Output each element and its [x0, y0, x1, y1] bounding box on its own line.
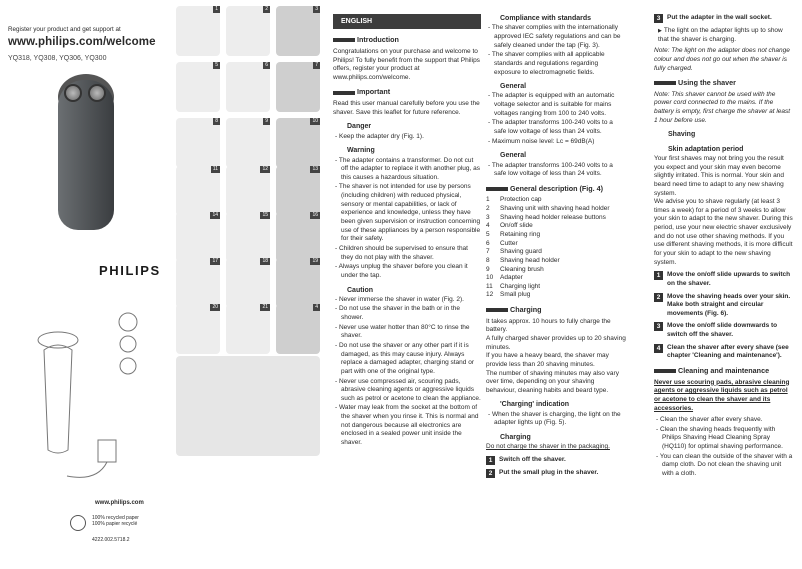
subsection-title: General: [500, 152, 527, 160]
result-text: ▶ The light on the adapter lights up to show that the shaver is charging.: [654, 27, 794, 44]
step-text: Move the shaving heads over your skin. Make both straight and circular movements (Fig. 6).: [667, 292, 791, 317]
fig-label: 10: [312, 118, 318, 124]
step-text: Move the on/off slide downwards to switch off the shaver.: [667, 322, 778, 339]
paragraph: Your first shaves may not bring you the result you expect and your skin may even become slightly irritated. This is normal. Your skin and beard need time to adapt to any new shaving system.: [654, 154, 784, 197]
subsection-title: Skin adaptation period: [668, 145, 744, 153]
item-number: 12: [486, 291, 494, 299]
item-label: Shaving head holder release buttons: [500, 213, 606, 221]
list-item: - Do not use the shaver or any other part if it is damaged, as this may cause injury. Always replace a damaged adapter, charging stand or part with one of the original type.: [333, 342, 481, 377]
section-title: Charging: [486, 305, 626, 315]
footer-url[interactable]: www.philips.com: [95, 500, 144, 506]
list-item: - Clean the shaving heads frequently with Philips Shaving Head Cleaning Spray (HQ110) for optimal shaving performance.: [654, 426, 794, 452]
item-number: 8: [486, 256, 490, 264]
paragraph: It takes approx. 10 hours to fully charge the battery.: [486, 317, 611, 334]
item-label: Shaving unit with shaving head holder: [500, 205, 610, 213]
fig-label: 13: [312, 166, 318, 172]
item-label: Cutter: [500, 239, 518, 247]
list-item: - Never immerse the shaver in water (Fig. 2).: [333, 296, 481, 305]
item-label: Retaining ring: [500, 231, 541, 238]
fig-label: 12: [262, 166, 268, 172]
item-number: 7: [486, 248, 490, 256]
blade-icon: [88, 84, 106, 102]
fig-label: 19: [312, 258, 318, 264]
paragraph: The number of shaving minutes may also vary over time, depending on your shaving behaviour, cleaning habits and beard type.: [486, 369, 619, 394]
item-number: 6: [486, 239, 490, 247]
subsection-title: Shaving: [668, 131, 696, 139]
item-label: Adapter: [500, 274, 523, 282]
list-item: - Maximum noise level: Lc = 69dB(A): [486, 138, 626, 147]
fig-label: 15: [262, 212, 268, 218]
step-number: 1: [486, 456, 495, 465]
fig-label: 14: [212, 212, 218, 218]
list-item: - The adapter contains a transformer. Do not cut off the adapter to replace it with another plug, as this causes a hazardous situation.: [333, 157, 481, 183]
fig-label: 20: [212, 304, 218, 310]
fig-label: 5: [215, 62, 218, 68]
item-number: 5: [486, 231, 490, 238]
list-item: - The adapter transforms 100-240 volts to a safe low voltage of less than 24 volts.: [486, 162, 626, 179]
item-number: 1: [486, 196, 490, 204]
subsection-title: Compliance with standards: [500, 15, 592, 22]
subsection-title: Warning: [347, 147, 375, 155]
item-label: On/off slide: [500, 222, 533, 230]
item-number: 4: [486, 222, 490, 230]
fig-label: 6: [265, 62, 268, 68]
item-number: 11: [486, 282, 493, 290]
step-text: Switch off the shaver.: [499, 455, 566, 463]
step-text: Clean the shaver after every shave (see chapter 'Cleaning and maintenance').: [667, 343, 789, 360]
fig-label: 16: [312, 212, 318, 218]
fig-label: 4: [315, 304, 318, 310]
section-title: Using the shaver: [654, 78, 794, 88]
list-item: - You can clean the outside of the shaver with a damp cloth. Do not clean the shaving unit with a cloth.: [654, 453, 794, 479]
item-label: Shaving head holder: [500, 256, 560, 264]
fig-label: 1: [215, 6, 218, 12]
fig-label: 2: [265, 6, 268, 12]
subsection-title: Charging: [500, 434, 531, 442]
item-number: 2: [486, 205, 490, 213]
fig-label: 8: [215, 118, 218, 124]
fig-label: 7: [315, 62, 318, 68]
list-item: - Keep the adapter dry (Fig. 1).: [333, 133, 481, 142]
list-item: - The shaver is not intended for use by persons (including children) with reduced physical, sensory or mental capabilities, or lack of experience and knowledge, unless they have been given supervision or instruction concerning use of these appliances by a person responsible for their safety.: [333, 183, 481, 243]
paragraph: Congratulations on your purchase and welcome to Philips! To fully benefit from the support that Philips offers, register your product at www.philips.com/welcome.: [333, 47, 480, 81]
subsection-title: Danger: [347, 123, 372, 131]
list-item: - Water may leak from the socket at the bottom of the shaver when you rinse it. This is normal and not dangerous because all electronics are enclosed in a sealed power unit inside the shaver.: [333, 404, 481, 447]
shaver-illustration: [58, 80, 114, 230]
list-item: - Never use water hotter than 80°C to rinse the shaver.: [333, 324, 481, 341]
list-item: - The shaver complies with the internationally approved IEC safety regulations and can be safely cleaned under the tap (Fig. 3).: [486, 24, 626, 50]
parts-diagram: [10, 300, 170, 490]
list-item: - Clean the shaver after every shave.: [654, 416, 794, 425]
recycled-text: 100% recycled paper 100% papier recyclé: [92, 515, 139, 527]
item-label: Cleaning brush: [500, 265, 544, 273]
list-item: - Always unplug the shaver before you clean it under the tap.: [333, 263, 481, 280]
step-number: 3: [654, 322, 663, 331]
welcome-url[interactable]: www.philips.com/welcome: [8, 36, 156, 48]
paragraph: A fully charged shaver provides up to 20 shaving minutes.: [486, 334, 626, 351]
column-1: [333, 14, 481, 449]
section-title: Cleaning and maintenance: [654, 366, 794, 376]
warning-text: Never use scouring pads, abrasive cleaning agents or aggressive liquids such as petrol or acetone to clean the shaver and its accessories.: [654, 378, 790, 412]
item-label: Protection cap: [500, 196, 542, 204]
step-text: Put the small plug in the shaver.: [499, 468, 599, 476]
subsection-title: Caution: [347, 286, 374, 294]
section-title: General description (Fig. 4): [486, 184, 626, 194]
recycle-icon: [70, 515, 86, 531]
item-label: Charging light: [500, 282, 541, 290]
item-number: 10: [486, 274, 494, 282]
column-3: [654, 14, 794, 480]
fig-label: 3: [315, 6, 318, 12]
model-numbers: YQ318, YQ308, YQ306, YQ300: [8, 55, 107, 62]
note-text: Note: This shaver cannot be used with the power cord connected to the mains. If the battery is empty, first charge the shaver at least 1 hour before use.: [654, 90, 791, 124]
doc-code: 4222.002.5718.2: [92, 537, 130, 543]
step-number: 4: [654, 344, 663, 353]
list-item: - The adapter is equipped with an automatic voltage selector and is suitable for mains voltages ranging from 100 to 240 volts.: [486, 92, 626, 118]
paragraph: Read this user manual carefully before you use the shaver. Save this leaflet for future reference.: [333, 100, 480, 116]
list-item: - The shaver complies with all applicable standards and regulations regarding exposure to electromagnetic fields.: [486, 51, 626, 77]
fig-label: 11: [212, 166, 218, 172]
figure-grid: [176, 6, 324, 562]
fig-label: 17: [212, 258, 218, 264]
step-text: Put the adapter in the wall socket.: [667, 14, 772, 21]
item-number: 3: [486, 213, 490, 221]
item-label: Small plug: [500, 291, 531, 299]
column-2: [486, 14, 626, 482]
register-text: Register your product and get support at: [8, 26, 121, 33]
subsection-title: General: [500, 83, 527, 91]
step-number: 1: [654, 271, 663, 280]
step-text: Move the on/off slide upwards to switch on the shaver.: [667, 271, 791, 287]
fig-label: 9: [265, 118, 268, 124]
fig-label: 18: [262, 258, 268, 264]
item-number: 9: [486, 265, 490, 273]
section-title: Introduction: [333, 35, 481, 45]
warning-text: Do not charge the shaver in the packaging.: [486, 443, 610, 451]
list-item: - Children should be supervised to ensure that they do not play with the shaver.: [333, 245, 481, 262]
item-label: Shaving guard: [500, 248, 542, 256]
step-number: 2: [654, 293, 663, 302]
list-item: - When the shaver is charging, the light on the adapter lights up (Fig. 5).: [486, 411, 626, 428]
subsection-title: 'Charging' indication: [500, 401, 570, 409]
list-item: - Do not use the shaver in the bath or in the shower.: [333, 305, 481, 322]
list-item: - The adapter transforms 100-240 volts to a safe low voltage of less than 24 volts.: [486, 119, 626, 136]
step-number: 2: [486, 469, 495, 478]
brand-logo: PHILIPS: [99, 263, 161, 278]
fig-label: 21: [262, 304, 268, 310]
note-text: Note: The light on the adapter does not change colour and does not go out when the shaver is fully charged.: [654, 47, 790, 72]
paragraph: We advise you to shave regularly (at least 3 times a week) for a period of 3 weeks to allow your skin to adapt to the new shaver. During this period, use your new electric shaver exclusively and do not use other shaving methods. If you use different shaving methods, it is more difficult for your skin to adapt to the new shaving system.: [654, 198, 793, 266]
step-number: 3: [654, 14, 663, 23]
blade-icon: [64, 84, 82, 102]
paragraph: If you have a heavy beard, the shaver may provide less than 20 shaving minutes.: [486, 352, 609, 368]
list-item: - Never use compressed air, scouring pads, abrasive cleaning agents or aggressive liquids such as petrol or acetone to clean the appliance.: [333, 378, 481, 404]
language-header: ENGLISH: [333, 14, 481, 29]
section-title: Important: [333, 87, 481, 97]
